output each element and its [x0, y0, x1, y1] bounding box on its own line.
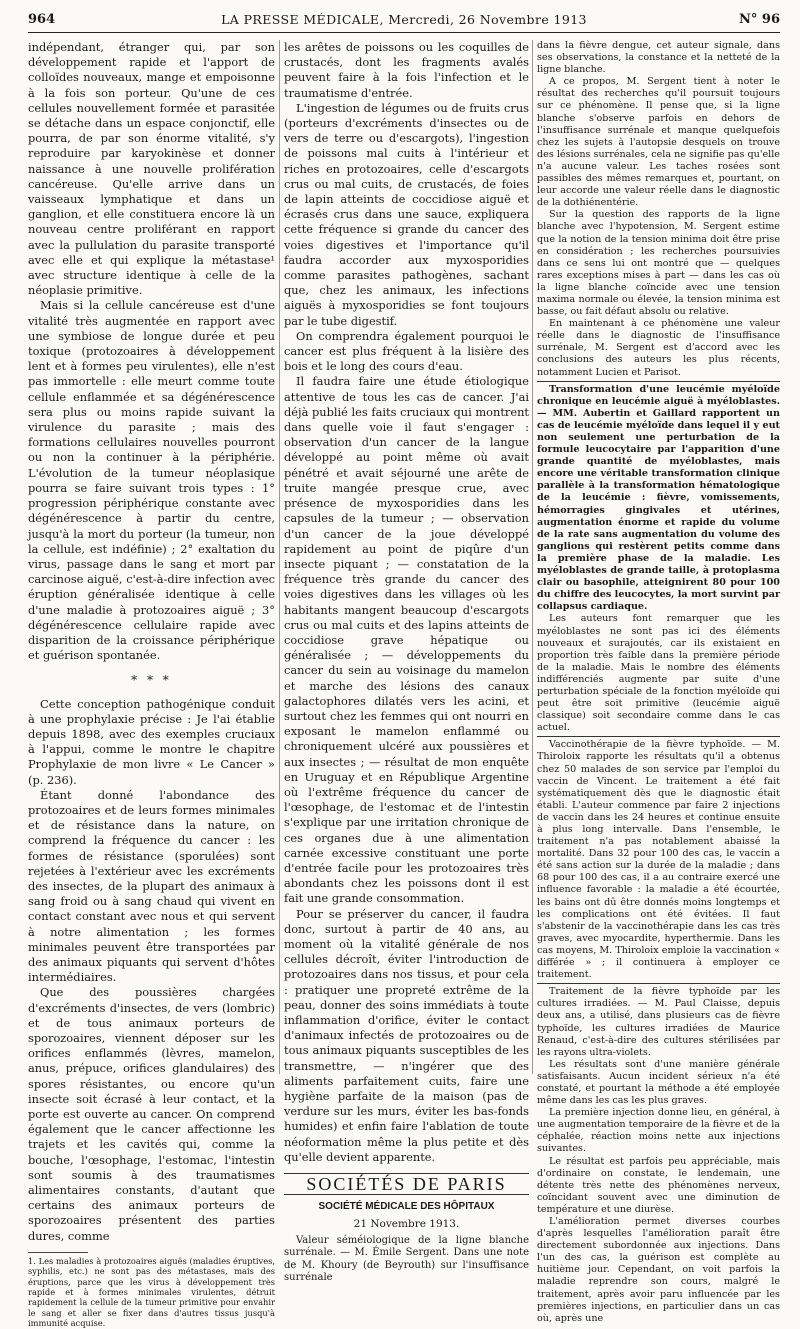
divider [537, 983, 780, 984]
divider [537, 736, 780, 737]
paragraph: les arêtes de poissons ou les coquilles de crustacés, dont les fragments avalés peuvent faire à la fois l'infection et le traumatisme d'entrée. [284, 40, 529, 100]
section-separator: * * * [131, 673, 172, 688]
paragraph: Mais si la cellule cancéreuse est d'une vitalité très augmentée en rapport avec une symbiose de longue durée et peu toxique (protozoaires à développement lent et à formes peu virulentes), elle n'est pas immortelle : elle meurt comme toute cellule enflammée et sa dégénérescence sera plus ou moins rapide suivant la virulence du parasite ; mais des formations cellulaires nouvelles pourront ou non la continuer à la périphérie. L'évolution de la tumeur néoplasique pourra se faire suivant trois types : 1° progression périphérique constante avec dégénérescence à partir du centre, jusqu'à la mort du porteur (la tumeur, non la cellule, est indéfinie) ; 2° exaltation du virus, passage dans le sang et mort par carcinose aiguë, c'est-à-dire infection avec éruption généralisée identique à celle d'une maladie à protozoaires aiguë ; 3° dégénérescence cellulaire rapide avec disparition de la croissance périphérique et guérison spontanée. [28, 298, 275, 663]
article-heading: Transformation d'une leucémie myéloïde chronique en leucémie aiguë à myéloblastes. — MM. Aubertin et Gaillard rapportent un cas de leucémie myéloïde dans lequel il y eut non seulement une perturbation de la formule leucocytaire par l'apparition d'une grande quantité de myéloblastes, mais encore une véritable transformation clinique parallèle à la transformation hématologique de la leucémie : fièvre, vomissements, hémorragies gingivales et utérines, augmentation énorme et rapide du volume de la rate sans augmentation du volume des ganglions qui restèrent petits comme dans la première phase de la maladie. Les myéloblastes de grande taille, à protoplasma clair ou basophile, atteignirent 80 pour 100 du chiffre des leucocytes, la mort survint par collapsus cardiaque. [537, 383, 780, 613]
paragraph: indépendant, étranger qui, par son développement rapide et l'apport de colloïdes nouveaux, mange et empoisonne à la fois son porteur. Qu'une de ces cellules nouvellement formée et parasitée se détache dans un espace conjonctif, elle pourra, de par son énorme vitalité, s'y reproduire par karyokinèse et donner naissance à une nouvelle prolifération cancéreuse. Qu'elle arrive dans un vaisseaux lymphatique et dans un ganglion, et elle constituera encore là un nouveau centre proliférant en rapport avec la pullulation du parasite transporté avec elle et qui explique la métastase¹ avec structure identique à celle de la néoplasie primitive. [28, 40, 275, 298]
footnote: 1. Les maladies à protozoaires aiguës (maladies éruptives, syphilis, etc.) ne sont pas des métastases, mais des éruptions, parce que les virus à développement très rapide et à formes minimales virulentes, détruit rapidement la cellule de la tumeur primitive pour envahir le sang et aller se fixer dans d'autres tissus jusqu'à immunité acquise. [28, 1255, 275, 1329]
paragraph: L'ingestion de légumes ou de fruits crus (porteurs d'excréments d'insectes ou de vers de terre ou d'escargots), l'ingestion de poissons mal cuits à l'intérieur et riches en protozoaires, celle d'escargots crus ou mal cuits, de crustacés, de foies de lapin atteints de coccidiose aiguë et écrasés crus dans une sauce, expliquera cette fréquence si grande du cancer des voies digestives et l'importance qu'il faudra accorder aux myxosporidies comme parasites pathogènes, sachant que, chez les animaux, les infections aiguës à myxosporidies se font toujours par le tube digestif. [284, 100, 529, 328]
column-divider [279, 40, 280, 1074]
paragraph: Que des poussières chargées d'excréments d'insectes, de vers (lombric) et de tous animaux porteurs de sporozoaires, viennent déposer sur les orifices enflammés (lèvres, mamelon, anus, prépuce, orifices glandulaires) des spores résistantes, ou encore qu'un insecte soit écrasé à leur contact, et la porte est ouverte au cancer. On comprend également que le cancer affectionne les trajets et les cavités qui, comme la bouche, l'œsophage, l'estomac, l'intestin sont soumis à des traumatismes alimentaires constants, d'autant que certains des animaux porteurs de sporozoaires présentent des parties dures, comme [28, 985, 275, 1243]
paragraph: dans la fièvre dengue, cet auteur signale, dans ses observations, la constance et la netteté de la ligne blanche. [537, 40, 780, 76]
paragraph: Les résultats sont d'une manière générale satisfaisants. Aucun incident sérieux n'a été constaté, et pourtant la méthode a été employée même dans les cas les plus graves. [537, 1058, 780, 1107]
paragraph: Vaccinothérapie de la fièvre typhoïde. — M. Thiroloix rapporte les résultats qu'il a obtenus chez 50 malades de son service par l'emploi du vaccin de Vincent. Le traitement a été fait systématiquement dès que le diagnostic était établi. L'auteur commence par faire 2 injections de vaccin dans les 24 heures et continue ensuite à plus long intervalle. Dans l'ensemble, le traitement n'a pas notablement abaissé la mortalité. Dans 32 pour 100 des cas, le vaccin a été sans action sur la durée de la maladie ; dans 68 pour 100 des cas, il a au contraire exercé une influence favorable : la maladie a été écourtée, les bains ont dû être donnés moins longtemps et les complications ont été évitées. Il faut s'abstenir de la vaccinothérapie dans les cas très graves, avec myocardite, hyperthermie. Dans les cas moyens, M. Thiroloix emploie la vaccination « différée » ; il continuera à employer ce traitement. [537, 739, 780, 981]
paragraph: L'amélioration permet diverses courbes d'après lesquelles l'amélioration paraît être directement subordonnée aux injections. Dans l'un des cas, la guérison est complète au huitième jour. Cependant, on voit parfois la maladie reprendre son cours, malgré le traitement, après avoir paru influencée par les premières injections, en particulier dans un cas où, après une [537, 1216, 780, 1324]
paragraph: Il faudra faire une étude étiologique attentive de tous les cas de cancer. J'ai déjà publié les faits cruciaux qui montrent dans quelle voie il faut s'engager : observation d'un cancer de la langue développé au point même où avait pénétré et avait séjourné une arête de truite mangée presque crue, avec présence de myxosporidies dans les capsules de la tumeur ; — observation d'un cancer de la joue développé rapidement au point de piqûre d'un insecte piquant ; — constatation de la fréquence très grande du cancer des voies digestives dans les villages où les habitants mangent beaucoup d'escargots crus ou mal cuits et des lapins atteints de coccidiose grave hépatique ou généralisée ; — développements du cancer du sein au voisinage du mamelon et marche des lésions des canaux galactophores dilatés vers les acini, et surtout chez les femmes qui ont nourri en exposant le mamelon enflammé ou chroniquement ulcéré aux poussières et aux insectes ; — résultat de mon enquête en Uruguay et en République Argentine où l'extrême fréquence du cancer de l'œsophage, de l'estomac et de l'intestin s'explique par une irritation chronique de ces organes due à une alimentation carnée excessive constituant une porte d'entrée facile pour les protozoaires très abondants chez les poissons dont il est fait une grande consommation. [284, 374, 530, 906]
column-right [537, 40, 780, 1324]
page-header [28, 10, 780, 33]
paragraph: Traitement de la fièvre typhoïde par les cultures irradiées. — M. Paul Claisse, depuis deux ans, a utilisé, dans plusieurs cas de fièvre typhoïde, les cultures irradiées de Maurice Renaud, c'est-à-dire des cultures stérilisées par les rayons ultra-violets. [537, 986, 780, 1058]
column-middle [284, 40, 530, 1284]
footnote-rule [28, 1252, 88, 1253]
issue-number: N° 96 [739, 12, 780, 27]
journal-running-title: LA PRESSE MÉDICALE, Mercredi, 26 Novembre 1913 [221, 12, 587, 27]
paragraph: La première injection donne lieu, en général, à une augmentation temporaire de la fièvre et de la céphalée, réaction moins nette aux injections suivantes. [537, 1107, 780, 1155]
paragraph: Cette conception pathogénique conduit à une prophylaxie précise : Je l'ai établie depuis 1898, avec des exemples cruciaux à l'appui, comme le montre le chapitre Prophylaxie de mon livre « Le Cancer » (p. 236). [28, 696, 275, 787]
paragraph: A ce propos, M. Sergent tient à noter le résultat des recherches qu'il poursuit toujours sur ce phénomène. Il pense que, si la ligne blanche s'observe parfois en dehors de l'insuffisance surrénale et manque quelquefois chez les sujets à l'autopsie desquels on trouve des lésions surrénales, cela ne signifie pas qu'elle n'a aucune valeur. Les taches rosées sont passibles des mêmes remarques et, pourtant, on leur accorde une valeur réelle dans le diagnostic de la dothiénentérie. [537, 76, 780, 209]
column-divider [532, 40, 533, 1074]
column-left [28, 40, 275, 1329]
paragraph: Sur la question des rapports de la ligne blanche avec l'hypotension, M. Sergent estime que la notion de la tension minima doit être prise en considération ; les recherches poursuivies dans ce sens lui ont montré que — quelques rares exceptions mises à part — dans les cas où la ligne blanche coïncide avec une tension maxima normale ou élevée, la tension minima est basse, ou fait défaut absolu ou relative. [537, 209, 780, 318]
page-number: 964 [28, 12, 56, 27]
section-title: SOCIÉTÉS DE PARIS [284, 1173, 529, 1195]
session-date: 21 Novembre 1913. [353, 1218, 460, 1231]
society-name: SOCIÉTÉ MÉDICALE DES HÔPITAUX [318, 1201, 495, 1213]
paragraph: En maintenant à ce phénomène une valeur réelle dans le diagnostic de l'insuffisance surrénale, M. Sergent est d'accord avec les conclusions des auteurs les plus récents, notamment Lucien et Parisot. [537, 318, 780, 378]
paragraph: Le résultat est parfois peu appréciable, mais d'ordinaire on constate, le lendemain, une détente très nette des phénomènes nerveux, coïncidant souvent avec une diminution de température et une diurèse. [537, 1155, 780, 1215]
divider [537, 381, 780, 382]
paragraph: Valeur séméiologique de la ligne blanche surrénale. — M. Émile Sergent. Dans une note de M. Khoury (de Beyrouth) sur l'insuffisance surrénale [284, 1234, 529, 1284]
paragraph: Étant donné l'abondance des protozoaires et de leurs formes minimales et de résistance dans la nature, on comprend la fréquence du cancer : les formes de résistance (sporulées) sont rejetées à l'extérieur avec les excréments des insectes, de la plupart des animaux à sang froid ou à sang chaud qui vivent en contact constant avec nous et qui servent à notre alimentation ; les formes minimales peuvent être transportées par des animaux piquants qui servent d'hôtes intermédiaires. [28, 787, 275, 985]
paragraph: Les auteurs font remarquer que les myéloblastes ne sont pas ici des éléments nouveaux et surajoutés, car ils existaient en proportion très faible dans la première période de la maladie. Mais le nombre des éléments indifférenciés augmente par suite d'une perturbation spéciale de la fonction myéloïde qui peut être soit primitive (leucémie aiguë classique) soit secondaire comme dans le cas actuel. [537, 613, 780, 734]
paragraph: Pour se préserver du cancer, il faudra donc, surtout à partir de 40 ans, au moment où la vitalité générale de nos cellules décroît, éviter l'introduction de protozoaires dans nos tissus, et pour cela : pratiquer une propreté extrême de la peau, donner des soins immédiats à toute inflammation d'orifice, éviter le contact d'animaux infectés de protozoaires ou de tous animaux piquants susceptibles de les transmettre, — n'ingérer que des aliments parfaitement cuits, faire une hygiène parfaite de la maison (pas de verdure sur les murs, éviter les bas-fonds humides) et enfin faire l'ablation de toute néoformation même la plus petite et dès qu'elle devient apparente. [284, 906, 529, 1164]
paragraph: On comprendra également pourquoi le cancer est plus fréquent à la lisière des bois et le long des cours d'eau. [284, 328, 529, 374]
